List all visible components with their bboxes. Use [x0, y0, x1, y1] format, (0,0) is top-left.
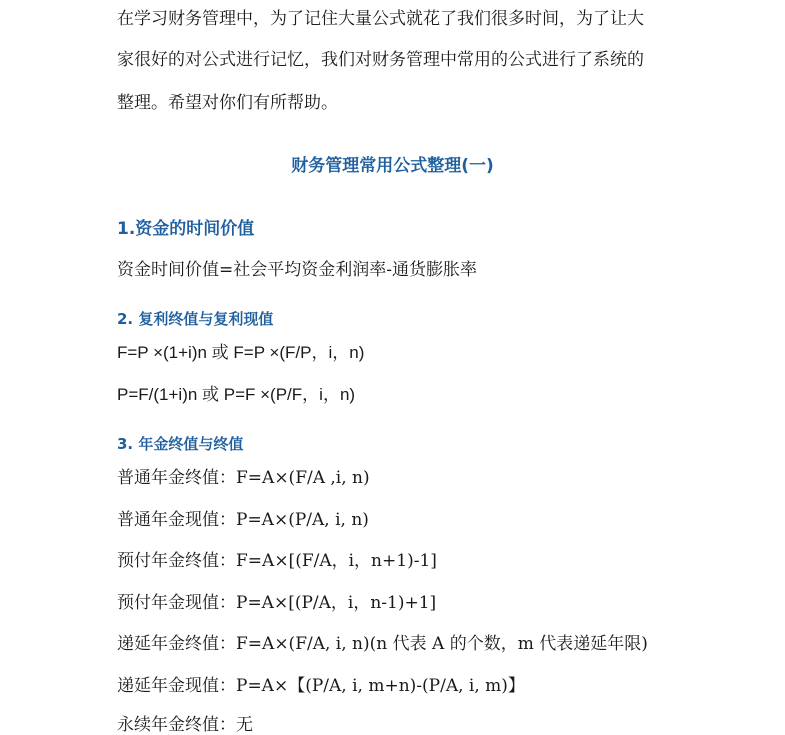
annuity-item: 预付年金终值：F=A×[(F/A，i，n+1)-1]: [117, 551, 437, 571]
intro-line-1: 在学习财务管理中，为了记住大量公式就花了我们很多时间，为了让大: [117, 9, 644, 29]
intro-line-2: 家很好的对公式进行记忆，我们对财务管理中常用的公式进行了系统的: [117, 50, 644, 70]
annuity-item: 递延年金终值：F=A×(F/A, i, n)(n 代表 A 的个数，m 代表递延年限): [117, 634, 648, 654]
intro-line-3: 整理。希望对你们有所帮助。: [117, 93, 338, 113]
section-1-body: 资金时间价值=社会平均资金利润率-通货膨胀率: [117, 260, 477, 280]
annuity-item: 永续年金终值：无: [117, 715, 253, 735]
section-3-heading: 3. 年金终值与终值: [117, 435, 244, 453]
annuity-item: 普通年金终值：F=A×(F/A ,i, n): [117, 468, 370, 488]
document-title: 财务管理常用公式整理(一): [291, 156, 494, 176]
annuity-item: 递延年金现值：P=A×【(P/A, i, m+n)-(P/A, i, m)】: [117, 676, 525, 696]
formula-compound-present: P=F/(1+i)n 或 P=F ×(P/F，i，n): [117, 385, 356, 404]
section-1-heading: 1.资金的时间价值: [117, 219, 255, 239]
section-2-heading: 2. 复利终值与复利现值: [117, 310, 274, 328]
annuity-item: 预付年金现值：P=A×[(P/A，i，n-1)+1]: [117, 593, 437, 613]
annuity-item: 普通年金现值：P=A×(P/A, i, n): [117, 510, 369, 530]
formula-compound-future: F=P ×(1+i)n 或 F=P ×(F/P，i，n): [117, 343, 365, 362]
